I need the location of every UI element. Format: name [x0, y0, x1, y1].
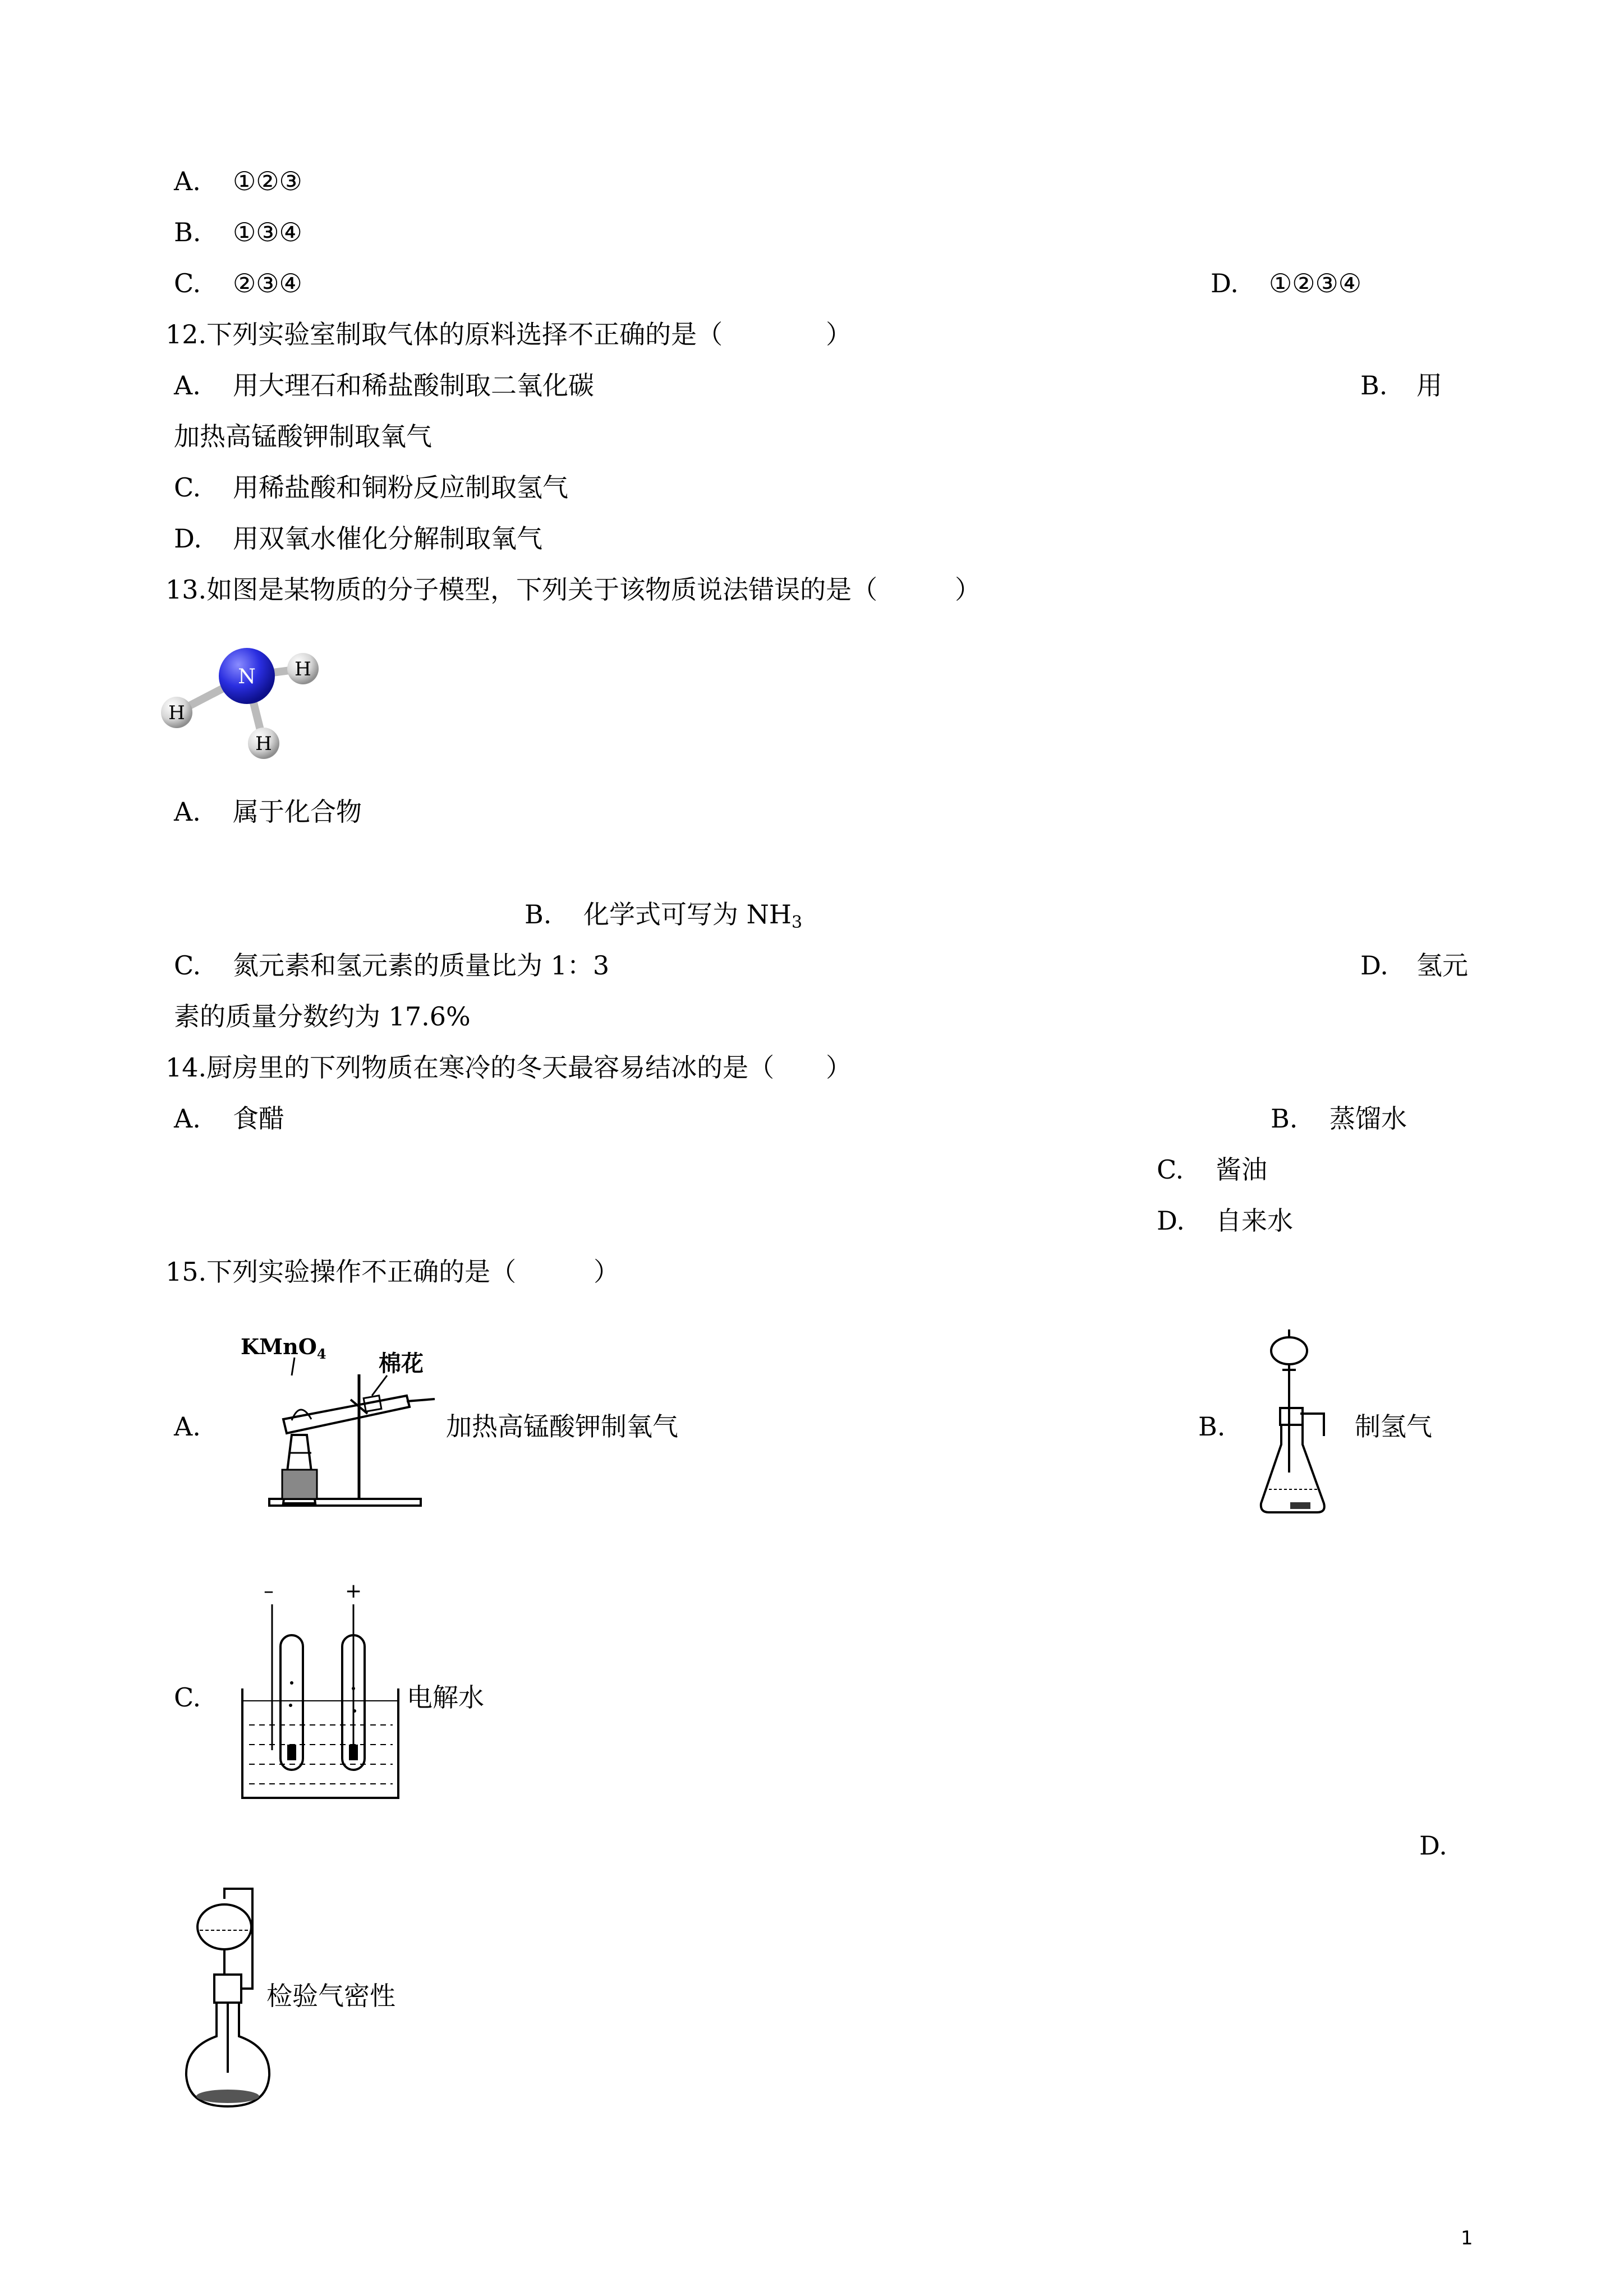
nitrogen-symbol: N: [238, 665, 256, 688]
q11-option-b-text: ①③④: [233, 217, 302, 247]
water-electrolysis-figure: [236, 1576, 404, 1812]
q12-option-a-text: 用大理石和稀盐酸制取二氧化碳: [233, 370, 594, 401]
minus-sign: –: [264, 1580, 274, 1603]
q15-option-d-text: 检验气密性: [266, 1981, 395, 2011]
q14-option-b-text: 蒸馏水: [1329, 1103, 1407, 1134]
q13-option-a-text: 属于化合物: [233, 797, 362, 827]
q14-option-a-label: A.: [174, 1103, 201, 1134]
q12-option-b-text-continued: 加热高锰酸钾制取氧气: [174, 421, 432, 452]
q14-option-a-text: 食醋: [233, 1103, 284, 1134]
q11-option-a-label: A.: [174, 166, 201, 196]
q13-option-d-label: D.: [1360, 950, 1388, 981]
q13-option-b-label: B.: [525, 899, 552, 930]
cotton-label: 棉花: [379, 1351, 424, 1377]
q14-option-c-text: 酱油: [1216, 1154, 1267, 1185]
q15-option-d-label: D.: [1419, 1830, 1447, 1861]
subscript-3: 3: [792, 913, 803, 932]
q15-stem: 15.下列实验操作不正确的是（ ）: [165, 1257, 620, 1287]
hydrogen-symbol: H: [255, 733, 272, 755]
q13-stem: 13.如图是某物质的分子模型，下列关于该物质说法错误的是（ ）: [165, 574, 981, 605]
q13-molecule-model: [151, 628, 331, 774]
q15-option-b-label: B.: [1198, 1411, 1226, 1442]
q15-option-b-text: 制氢气: [1355, 1411, 1432, 1442]
q12-option-a-label: A.: [174, 370, 201, 401]
q14-option-d-label: D.: [1157, 1205, 1185, 1236]
q13-option-c-text: 氮元素和氢元素的质量比为 1：3: [233, 950, 610, 981]
q12-option-d-label: D.: [174, 523, 202, 554]
q14-option-d-text: 自来水: [1216, 1205, 1293, 1236]
q12-option-d-text: 用双氧水催化分解制取氧气: [233, 523, 542, 554]
q14-stem: 14.厨房里的下列物质在寒冷的冬天最容易结冰的是（ ）: [165, 1052, 852, 1083]
q11-option-d-label: D.: [1211, 268, 1239, 298]
q12-option-c-text: 用稀盐酸和铜粉反应制取氢气: [233, 472, 568, 503]
plus-sign: +: [345, 1580, 362, 1603]
q12-option-b-label: B.: [1360, 370, 1388, 401]
q11-option-c-text: ②③④: [233, 268, 302, 298]
q14-option-b-label: B.: [1271, 1103, 1298, 1134]
airtightness-test-apparatus-figure: [180, 1882, 275, 2112]
q11-option-b-label: B.: [174, 217, 201, 247]
q15-option-a-label: A.: [174, 1411, 201, 1442]
q15-option-a-text: 加热高锰酸钾制氧气: [446, 1411, 678, 1442]
q12-option-c-label: C.: [174, 472, 201, 503]
q14-option-c-label: C.: [1157, 1154, 1184, 1185]
q13-option-b-text: 化学式可写为 $NH_3$: [583, 899, 803, 932]
q12-stem: 12.下列实验室制取气体的原料选择不正确的是（ ）: [165, 319, 852, 349]
page-number: 1: [1461, 2227, 1473, 2249]
q15-option-c-label: C.: [174, 1682, 201, 1713]
q13-option-d-text: 氢元: [1416, 950, 1468, 981]
q13-option-a-label: A.: [174, 797, 201, 827]
hydrogen-generator-flask-figure: [1257, 1324, 1346, 1537]
kmno4-label: KMnO$_4$: [241, 1334, 326, 1362]
hydrogen-symbol: H: [168, 702, 185, 724]
q11-option-d-text: ①②③④: [1269, 268, 1361, 298]
q11-option-a-text: ①②③: [233, 166, 302, 196]
hydrogen-symbol: H: [295, 658, 311, 680]
q12-option-b-text: 用: [1416, 370, 1442, 401]
q15-option-c-text: 电解水: [407, 1682, 484, 1713]
q13-option-c-label: C.: [174, 950, 201, 981]
q11-option-c-label: C.: [174, 268, 201, 298]
kmno4-heating-apparatus-figure: [238, 1335, 440, 1515]
q13-option-d-text-continued: 素的质量分数约为 17.6%: [174, 1001, 471, 1032]
